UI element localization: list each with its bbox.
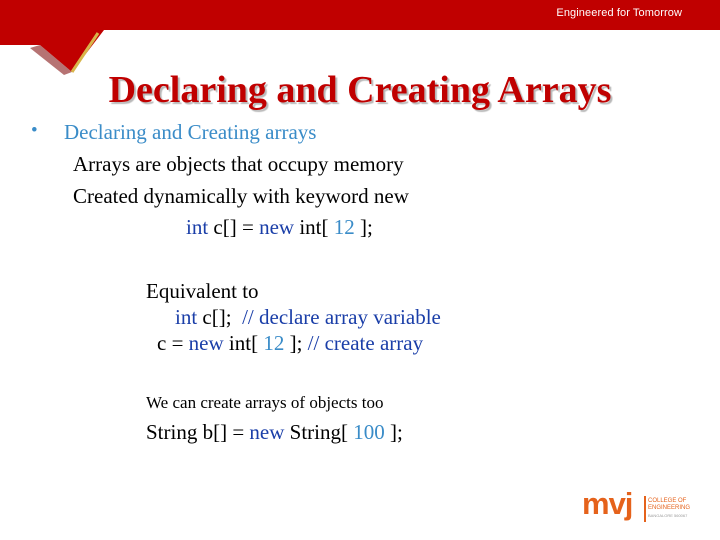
code-text: ]; bbox=[284, 331, 308, 355]
logo-divider bbox=[644, 496, 646, 522]
code-text: String b[] = bbox=[146, 420, 250, 444]
code-comment: // create array bbox=[307, 331, 424, 355]
code-text: String[ bbox=[284, 420, 354, 444]
code-text: int[ bbox=[223, 331, 264, 355]
description-line-2: Created dynamically with keyword new bbox=[73, 184, 409, 208]
code-line-2 bbox=[175, 305, 441, 330]
code-comment: // declare array variable bbox=[242, 305, 441, 329]
bullet-marker: • bbox=[31, 120, 38, 141]
bullet-text: Declaring and Creating arrays bbox=[64, 120, 317, 144]
logo-line-3: BANGALORE 560067 bbox=[648, 513, 688, 518]
code-line-3 bbox=[157, 331, 423, 356]
code-text: int[ bbox=[294, 215, 334, 239]
code-text: c = bbox=[157, 331, 189, 355]
code-keyword: int bbox=[186, 215, 209, 239]
code-keyword: new bbox=[188, 331, 224, 355]
slide-title: Declaring and Creating Arrays bbox=[108, 69, 612, 111]
code-text: c[] = bbox=[208, 215, 260, 239]
equivalent-label: Equivalent to bbox=[146, 279, 259, 303]
description-line-1: Arrays are objects that occupy memory bbox=[73, 152, 404, 176]
code-keyword: new bbox=[249, 420, 285, 444]
code-text: ]; bbox=[384, 420, 403, 444]
logo-line-2: ENGINEERING bbox=[648, 505, 691, 511]
objects-note: We can create arrays of objects too bbox=[146, 393, 384, 412]
code-number: 12 bbox=[263, 331, 285, 355]
code-number: 12 bbox=[333, 215, 355, 239]
code-text: c[]; bbox=[197, 305, 243, 329]
code-keyword: int bbox=[175, 305, 198, 329]
code-line-1 bbox=[186, 215, 373, 240]
code-number: 100 bbox=[353, 420, 385, 444]
college-logo bbox=[582, 486, 691, 526]
code-text: ]; bbox=[354, 215, 373, 239]
code-keyword: new bbox=[259, 215, 295, 239]
code-line-4 bbox=[146, 420, 403, 445]
header-tagline: Engineered for Tomorrow bbox=[556, 7, 682, 19]
logo-mark: mvj bbox=[582, 486, 633, 521]
logo-line-1: COLLEGE OF bbox=[648, 498, 687, 504]
